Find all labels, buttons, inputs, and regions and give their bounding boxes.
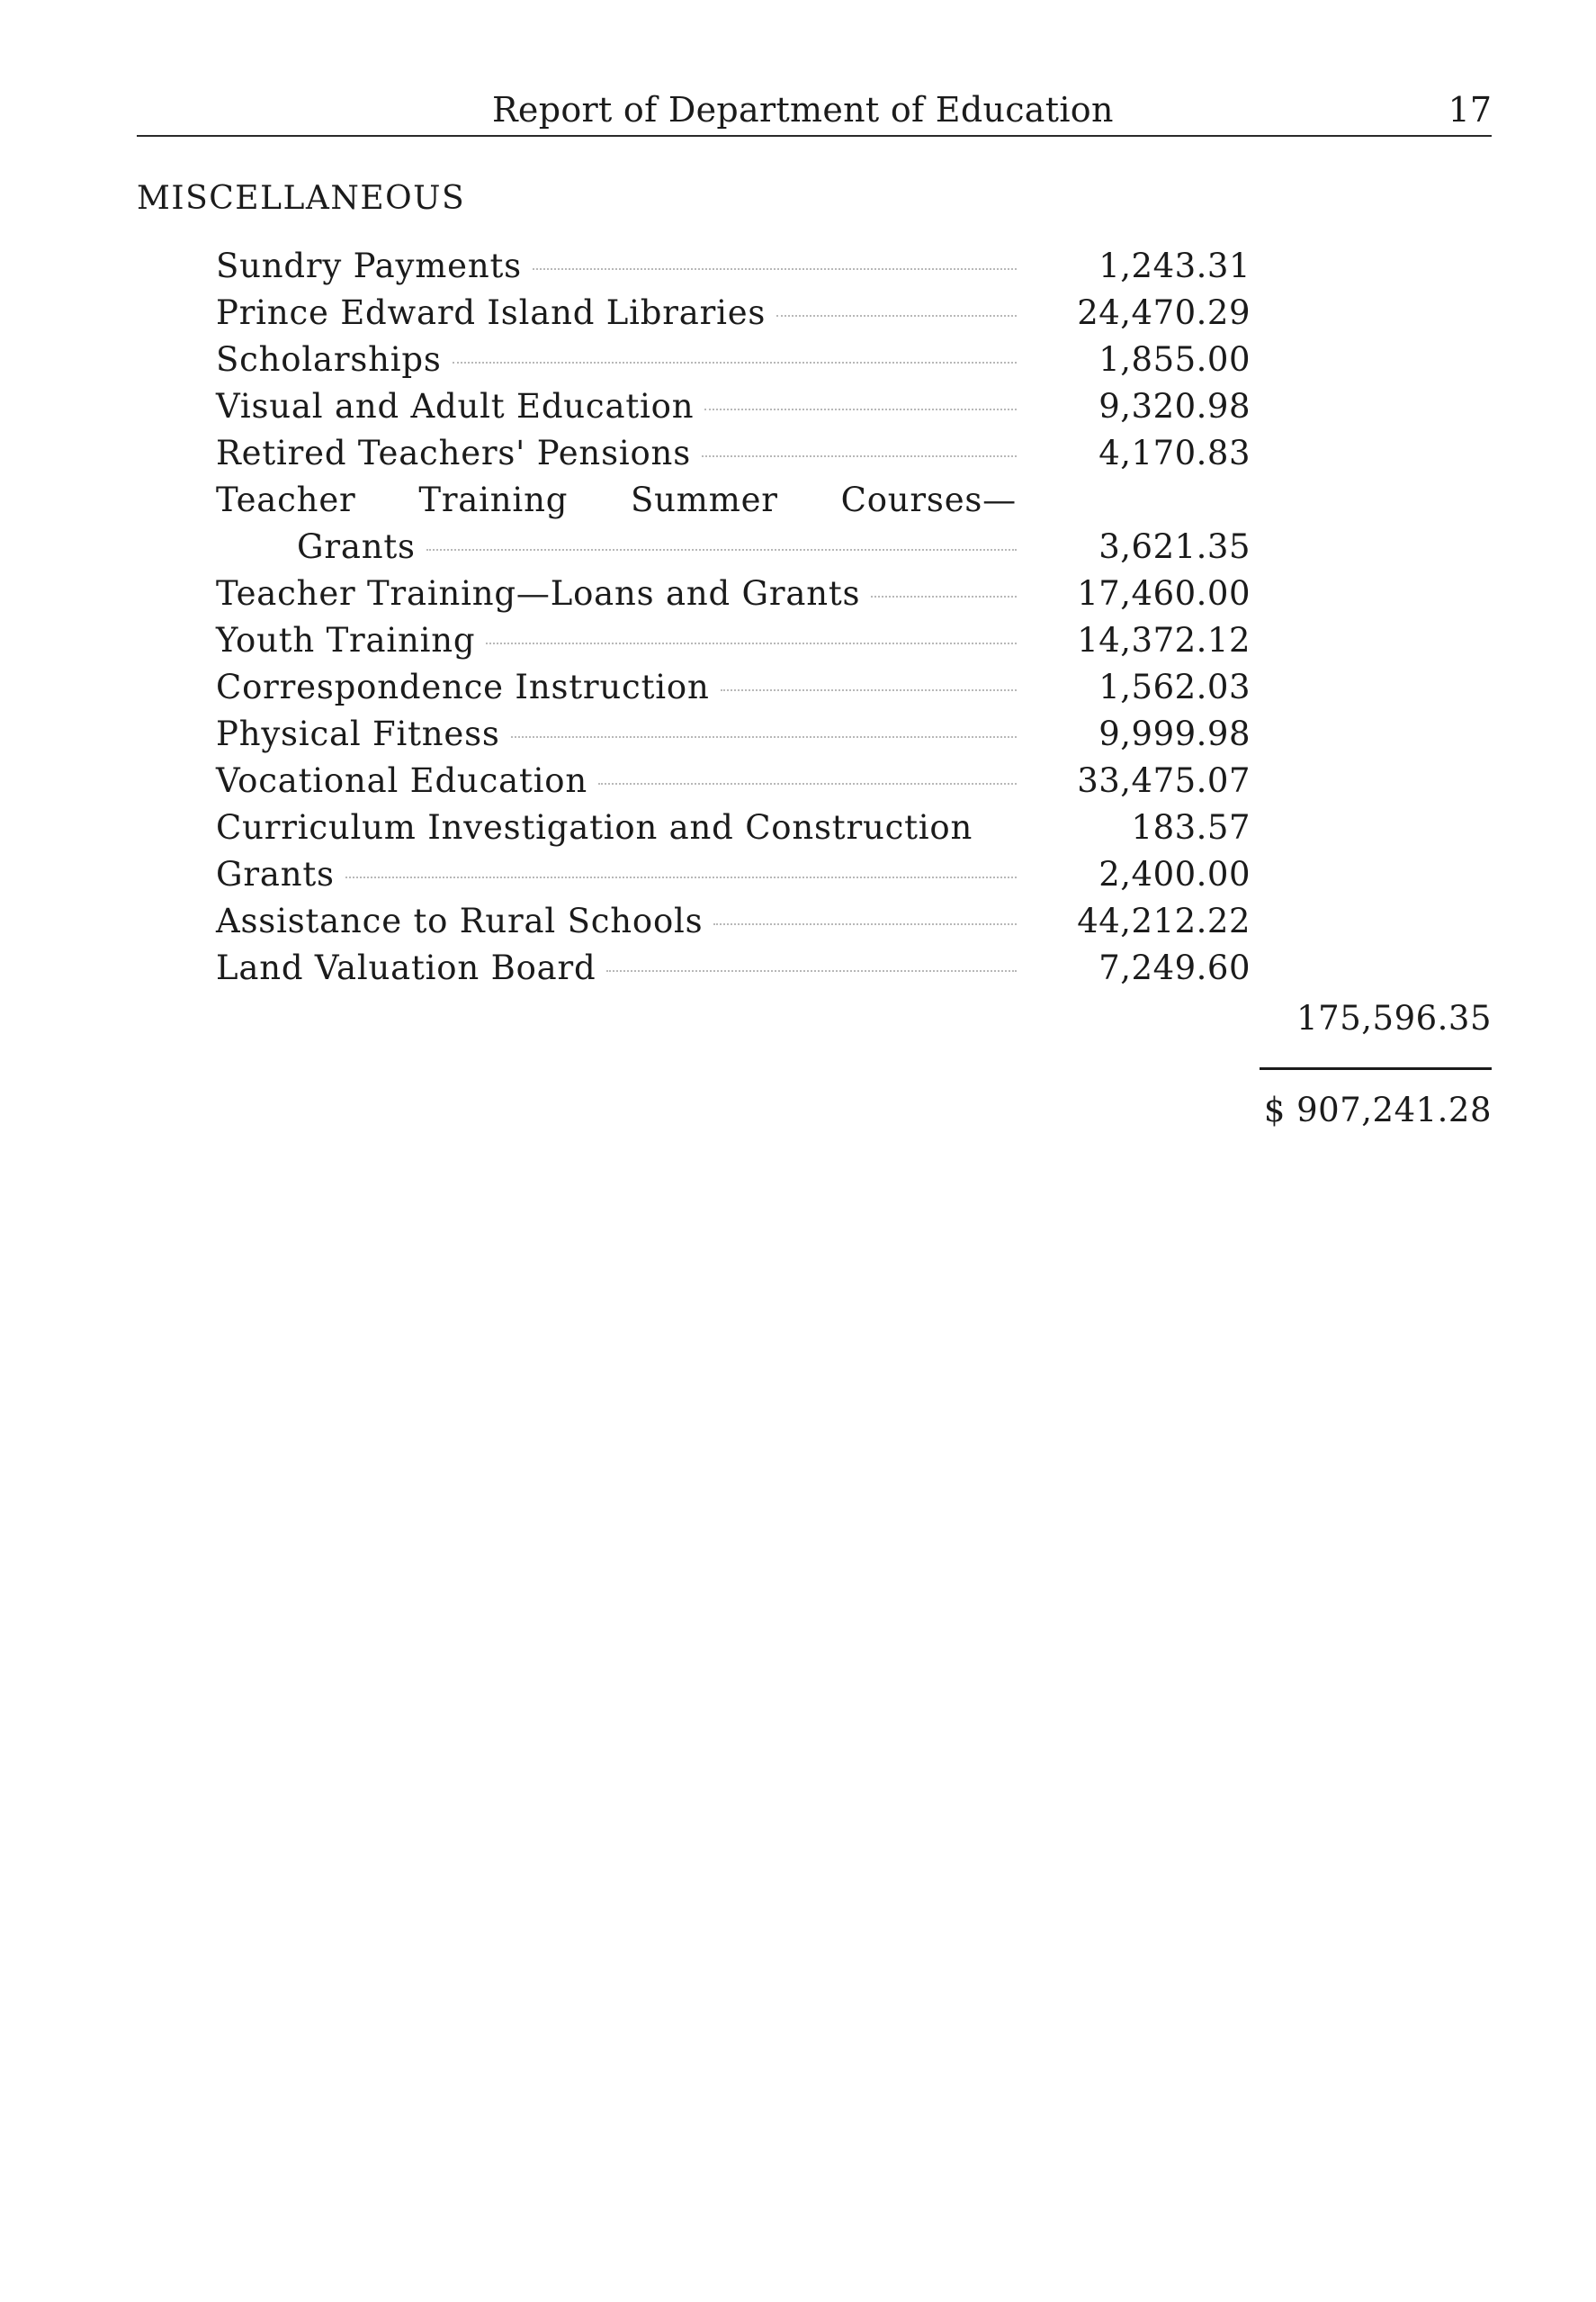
expense-label: Curriculum Investigation and Construction xyxy=(216,808,973,847)
dot-leader xyxy=(598,783,1017,785)
page-number: 17 xyxy=(1448,90,1492,130)
total-rule xyxy=(1260,1067,1492,1070)
expense-label: Assistance to Rural Schools xyxy=(216,902,704,940)
expense-row xyxy=(216,949,1251,995)
expense-amount: 3,621.35 xyxy=(1098,527,1251,566)
expense-list xyxy=(216,247,1251,995)
expense-amount: 1,855.00 xyxy=(1098,340,1251,379)
expense-row xyxy=(216,902,1251,949)
expense-label: Land Valuation Board xyxy=(216,949,596,987)
expense-label: Correspondence Instruction xyxy=(216,668,710,706)
expense-amount: 9,320.98 xyxy=(1098,387,1251,426)
label-word: Training xyxy=(418,481,569,519)
dot-leader xyxy=(776,315,1017,317)
expense-row xyxy=(216,293,1251,340)
expense-amount: 4,170.83 xyxy=(1098,434,1251,472)
grand-total: $ 907,241.28 xyxy=(1263,1091,1492,1129)
expense-row xyxy=(216,855,1251,902)
dot-leader xyxy=(426,549,1017,551)
expense-amount: 9,999.98 xyxy=(1098,715,1251,753)
section-heading: MISCELLANEOUS xyxy=(137,180,466,217)
dot-leader xyxy=(533,268,1017,270)
dot-leader xyxy=(704,409,1017,410)
expense-label: Grants xyxy=(216,855,335,894)
expense-row xyxy=(216,715,1251,761)
expense-row xyxy=(216,761,1251,808)
expense-row xyxy=(216,340,1251,387)
expense-amount: 183.57 xyxy=(1131,808,1251,847)
page-header xyxy=(137,90,1492,137)
expense-label: Retired Teachers' Pensions xyxy=(216,434,691,472)
expense-label: Vocational Education xyxy=(216,761,587,800)
expense-row xyxy=(216,387,1251,434)
expense-label: Scholarships xyxy=(216,340,442,379)
expense-label: Sundry Payments xyxy=(216,247,522,285)
expense-label: Physical Fitness xyxy=(216,715,500,753)
expense-amount: 17,460.00 xyxy=(1077,574,1251,613)
expense-row xyxy=(216,434,1251,481)
dot-leader xyxy=(606,970,1017,972)
dot-leader xyxy=(486,643,1017,644)
dot-leader xyxy=(453,362,1017,364)
expense-row xyxy=(216,621,1251,668)
dot-leader xyxy=(721,689,1017,691)
expense-label: Visual and Adult Education xyxy=(216,387,695,426)
expense-label xyxy=(216,481,1017,519)
expense-amount: 44,212.22 xyxy=(1077,902,1251,940)
expense-amount: 7,249.60 xyxy=(1098,949,1251,987)
dot-leader xyxy=(345,877,1017,878)
expense-amount: 1,243.31 xyxy=(1098,247,1251,285)
expense-row xyxy=(216,574,1251,621)
expense-amount: 1,562.03 xyxy=(1098,668,1251,706)
section-subtotal: 175,596.35 xyxy=(1296,999,1492,1038)
expense-label: Teacher Training—Loans and Grants xyxy=(216,574,861,613)
dot-leader xyxy=(713,923,1017,925)
expense-row xyxy=(216,481,1251,574)
expense-label: Prince Edward Island Libraries xyxy=(216,293,767,332)
report-title: Report of Department of Education xyxy=(492,90,1114,130)
expense-label-continued: Grants xyxy=(297,527,416,566)
dot-leader xyxy=(871,596,1017,598)
expense-amount: 24,470.29 xyxy=(1077,293,1251,332)
expense-amount: 14,372.12 xyxy=(1077,621,1251,660)
expense-amount: 33,475.07 xyxy=(1077,761,1251,800)
expense-row xyxy=(216,668,1251,715)
label-word: Courses— xyxy=(840,481,1017,519)
expense-amount: 2,400.00 xyxy=(1098,855,1251,894)
dot-leader xyxy=(511,736,1017,738)
expense-row xyxy=(216,247,1251,293)
label-word: Summer xyxy=(631,481,778,519)
dot-leader xyxy=(702,455,1017,457)
expense-label: Youth Training xyxy=(216,621,476,660)
label-word: Teacher xyxy=(216,481,356,519)
expense-row xyxy=(216,808,1251,855)
